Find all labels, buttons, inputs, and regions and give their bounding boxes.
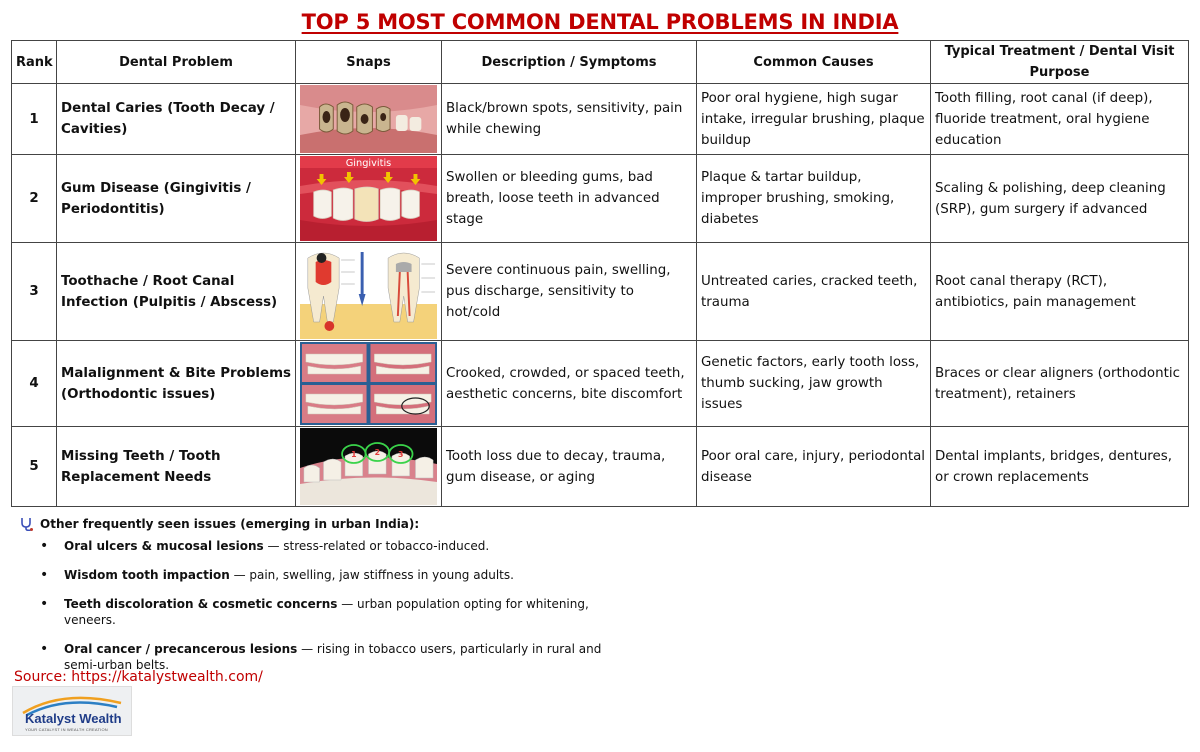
row-causes: Untreated caries, cracked teeth, trauma bbox=[697, 243, 931, 341]
issue-term: Teeth discoloration & cosmetic concerns bbox=[64, 597, 338, 611]
row-rank: 1 bbox=[12, 84, 57, 155]
row-treatment: Dental implants, bridges, dentures, or crown replacements bbox=[931, 427, 1189, 507]
row-description: Swollen or bleeding gums, bad breath, loose teeth in advanced stage bbox=[442, 155, 697, 243]
gingivitis-photo bbox=[300, 156, 437, 241]
row-treatment: Root canal therapy (RCT), antibiotics, pain management bbox=[931, 243, 1189, 341]
root-canal-diagram bbox=[300, 244, 437, 339]
katalyst-wealth-logo bbox=[12, 686, 132, 736]
row-snap bbox=[296, 243, 442, 341]
page-title: TOP 5 MOST COMMON DENTAL PROBLEMS IN INDIA bbox=[301, 10, 899, 34]
row-rank: 2 bbox=[12, 155, 57, 243]
row-snap bbox=[296, 84, 442, 155]
table-header-row bbox=[12, 41, 1189, 84]
header-treatment: Typical Treatment / Dental Visit Purpose bbox=[931, 41, 1189, 84]
row-causes: Poor oral hygiene, high sugar intake, irregular brushing, plaque buildup bbox=[697, 84, 931, 155]
row-treatment: Tooth filling, root canal (if deep), fluoride treatment, oral hygiene education bbox=[931, 84, 1189, 155]
header-rank: Rank bbox=[12, 41, 57, 84]
row-description: Black/brown spots, sensitivity, pain while chewing bbox=[442, 84, 697, 155]
other-issues-list bbox=[22, 538, 624, 686]
list-item bbox=[64, 538, 624, 554]
snap-number: 2 bbox=[374, 447, 381, 458]
table-row bbox=[12, 427, 1189, 507]
row-problem: Dental Caries (Tooth Decay / Cavities) bbox=[57, 84, 296, 155]
malalignment-photos bbox=[300, 342, 437, 425]
other-issues-title: Other frequently seen issues (emerging in urban India): bbox=[40, 517, 420, 531]
row-rank: 4 bbox=[12, 341, 57, 427]
row-rank: 5 bbox=[12, 427, 57, 507]
row-description: Severe continuous pain, swelling, pus discharge, sensitivity to hot/cold bbox=[442, 243, 697, 341]
row-description: Tooth loss due to decay, trauma, gum disease, or aging bbox=[442, 427, 697, 507]
header-description: Description / Symptoms bbox=[442, 41, 697, 84]
missing-teeth-render bbox=[300, 428, 437, 505]
other-issues-heading bbox=[20, 517, 419, 531]
row-snap bbox=[296, 427, 442, 507]
decayed-teeth-photo bbox=[300, 85, 437, 153]
header-causes: Common Causes bbox=[697, 41, 931, 84]
row-treatment: Braces or clear aligners (orthodontic treatment), retainers bbox=[931, 341, 1189, 427]
row-causes: Plaque & tartar buildup, improper brushing, smoking, diabetes bbox=[697, 155, 931, 243]
row-rank: 3 bbox=[12, 243, 57, 341]
header-problem: Dental Problem bbox=[57, 41, 296, 84]
issue-detail: — rising in tobacco users, particularly in rural and semi-urban belts. bbox=[64, 642, 602, 672]
list-item bbox=[64, 596, 624, 628]
issue-detail: — stress-related or tobacco-induced. bbox=[263, 539, 490, 553]
row-problem: Toothache / Root Canal Infection (Pulpitis / Abscess) bbox=[57, 243, 296, 341]
row-causes: Genetic factors, early tooth loss, thumb sucking, jaw growth issues bbox=[697, 341, 931, 427]
stethoscope-icon bbox=[20, 517, 34, 531]
table-row bbox=[12, 243, 1189, 341]
table-row bbox=[12, 341, 1189, 427]
snap-caption: Gingivitis bbox=[345, 157, 392, 170]
row-snap bbox=[296, 341, 442, 427]
header-snaps: Snaps bbox=[296, 41, 442, 84]
row-problem: Gum Disease (Gingivitis / Periodontitis) bbox=[57, 155, 296, 243]
table-row bbox=[12, 155, 1189, 243]
source-link[interactable]: Source: https://katalystwealth.com/ bbox=[14, 669, 263, 685]
issue-detail: — pain, swelling, jaw stiffness in young adults. bbox=[229, 568, 514, 582]
row-description: Crooked, crowded, or spaced teeth, aesthetic concerns, bite discomfort bbox=[442, 341, 697, 427]
logo-name: Katalyst Wealth bbox=[25, 711, 122, 726]
row-problem: Missing Teeth / Tooth Replacement Needs bbox=[57, 427, 296, 507]
issue-term: Oral cancer / precancerous lesions bbox=[64, 642, 298, 656]
table-row bbox=[12, 84, 1189, 155]
row-problem: Malalignment & Bite Problems (Orthodontic issues) bbox=[57, 341, 296, 427]
issue-term: Oral ulcers & mucosal lesions bbox=[64, 539, 264, 553]
snap-number: 3 bbox=[398, 449, 404, 460]
logo-tagline: YOUR CATALYST IN WEALTH CREATION bbox=[25, 727, 108, 732]
issue-term: Wisdom tooth impaction bbox=[64, 568, 230, 582]
row-causes: Poor oral care, injury, periodontal disease bbox=[697, 427, 931, 507]
issue-detail: — urban population opting for whitening, veneers. bbox=[64, 597, 589, 627]
row-treatment: Scaling & polishing, deep cleaning (SRP), gum surgery if advanced bbox=[931, 155, 1189, 243]
snap-number: 1 bbox=[351, 449, 357, 460]
list-item bbox=[64, 567, 624, 583]
row-snap bbox=[296, 155, 442, 243]
dental-problems-table bbox=[11, 40, 1189, 507]
